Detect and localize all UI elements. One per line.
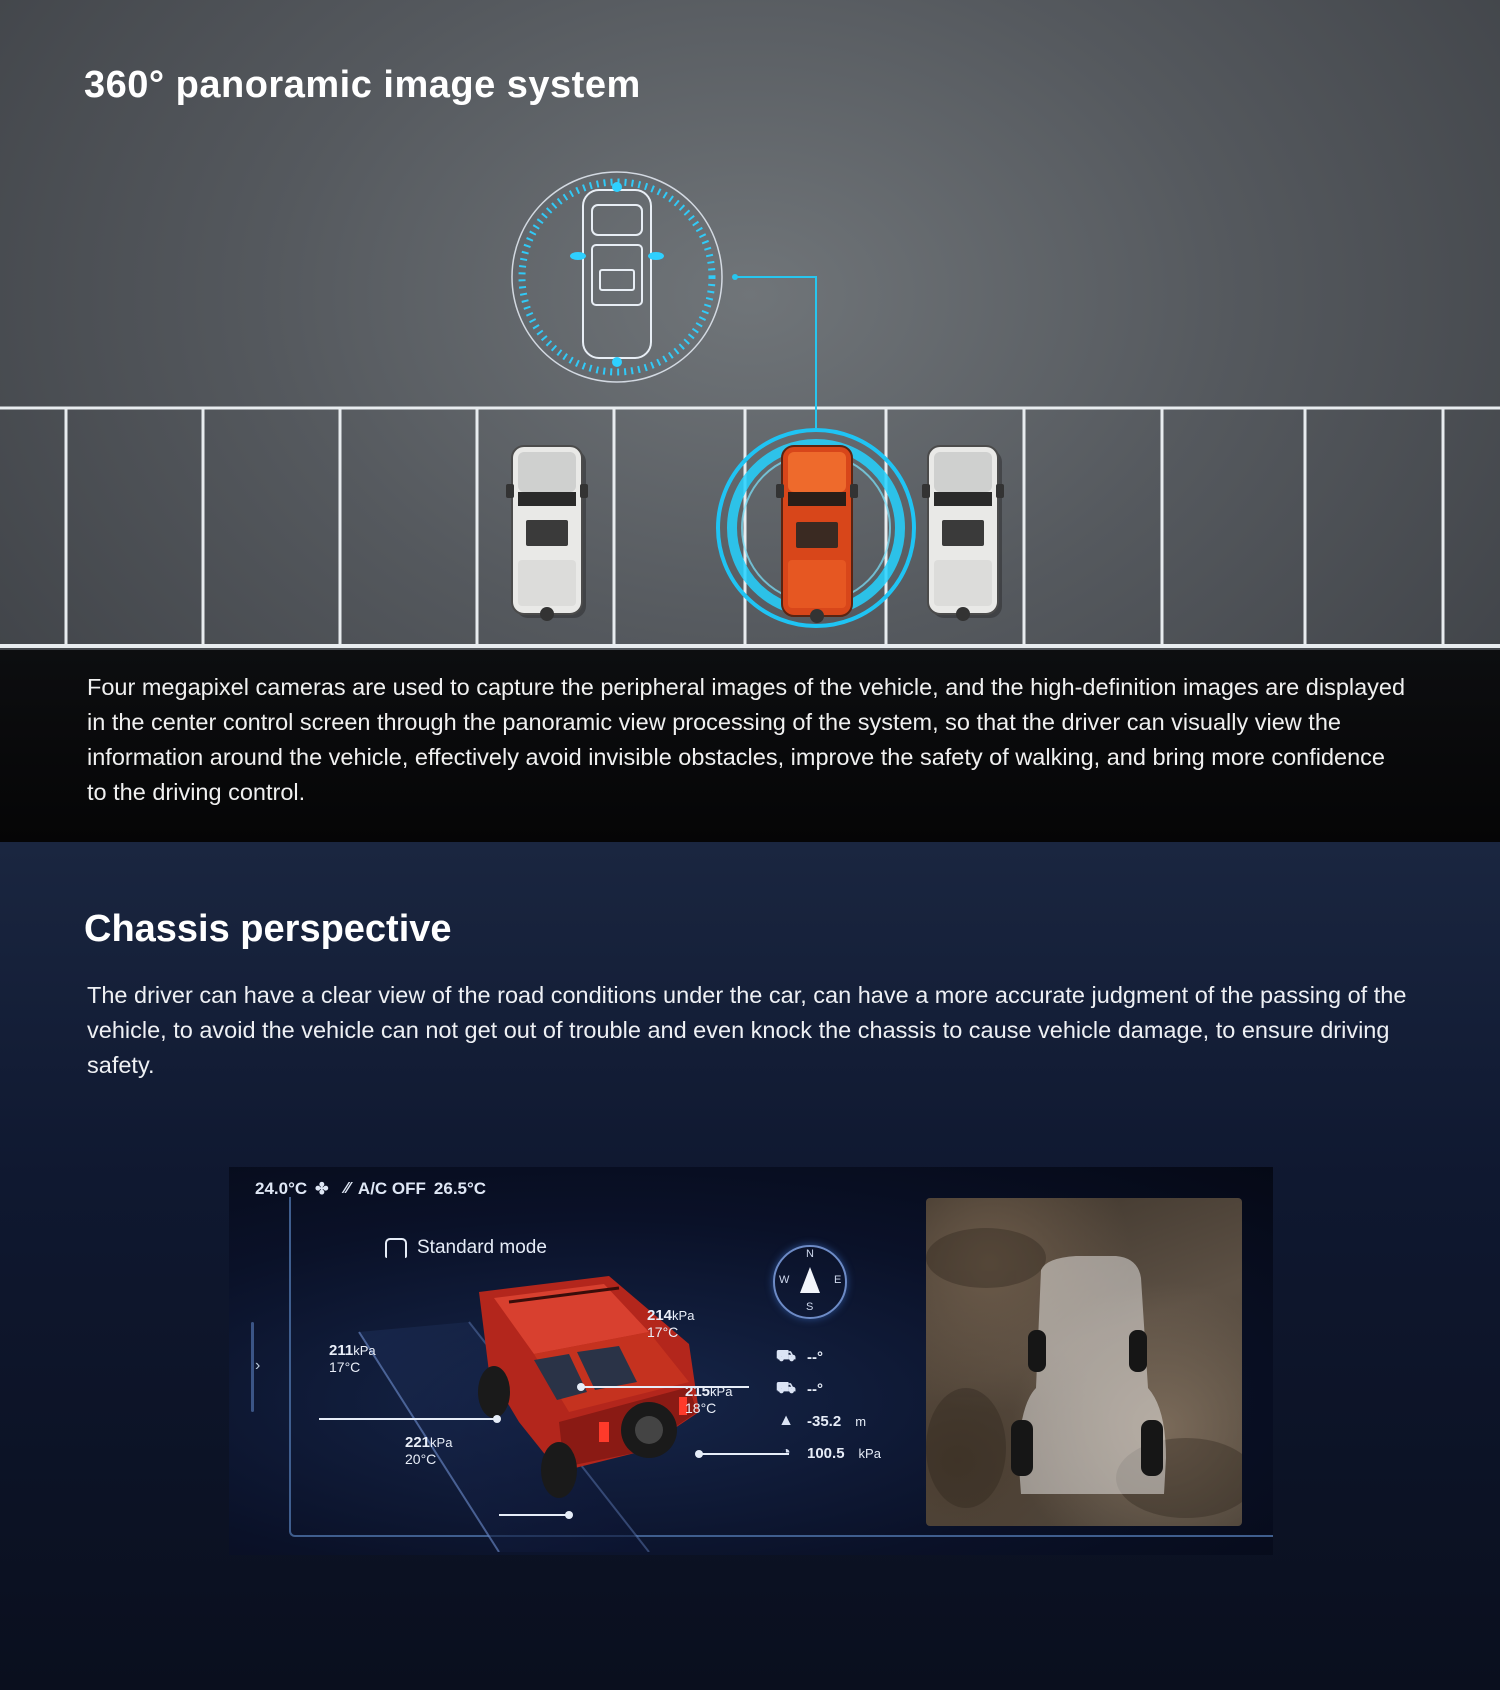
compass-needle-icon bbox=[800, 1267, 820, 1293]
compass-east-label: E bbox=[834, 1274, 842, 1286]
metric-pitch bbox=[775, 1341, 881, 1373]
parked-car-left bbox=[506, 446, 588, 621]
tire-front-right bbox=[647, 1307, 694, 1341]
metric-roll bbox=[775, 1373, 881, 1405]
tire-pressure-value: 215 bbox=[685, 1383, 711, 1400]
metric-value: --° bbox=[807, 1348, 823, 1366]
tire-front-left bbox=[329, 1342, 376, 1376]
tire-pressure-value: 221 bbox=[405, 1434, 431, 1451]
tire-rear-left bbox=[405, 1434, 452, 1468]
drive-mode[interactable] bbox=[385, 1237, 547, 1259]
center-control-screen bbox=[229, 1167, 1273, 1555]
tire-pressure-unit: kPa bbox=[430, 1435, 453, 1450]
metric-value: 100.5 bbox=[807, 1444, 845, 1462]
chassis-title: Chassis perspective bbox=[84, 908, 452, 950]
ac-status[interactable]: A/C OFF bbox=[357, 1179, 426, 1198]
compass-north-label: N bbox=[806, 1248, 814, 1260]
overlay-wheel-front-left bbox=[1028, 1330, 1046, 1372]
roll-icon: ⛟ bbox=[775, 1380, 797, 1397]
tire-temp-value: 18°C bbox=[685, 1400, 717, 1416]
tire-rear-right bbox=[685, 1383, 732, 1417]
chassis-description: The driver can have a clear view of the road conditions under the car, can have a more accurate judgment of the passing of the vehicle, to avoid the vehicle can not get out of trouble and even knock the chassis to cause vehicle damage, to ensure driving safety. bbox=[87, 982, 1407, 1078]
overlay-wheel-rear-left bbox=[1011, 1420, 1033, 1476]
transparent-chassis-overlay bbox=[926, 1198, 1242, 1526]
metric-pressure bbox=[775, 1437, 881, 1469]
tire-temp-value: 17°C bbox=[647, 1324, 679, 1340]
metric-unit: kPa bbox=[858, 1445, 881, 1461]
compass-west-label: W bbox=[779, 1274, 790, 1286]
tire-pressure-value: 214 bbox=[647, 1307, 673, 1324]
tire-temp-value: 17°C bbox=[329, 1359, 361, 1375]
altitude-icon: ▲ bbox=[778, 1412, 794, 1429]
metric-value: --° bbox=[807, 1380, 823, 1398]
tire-pressure-unit: kPa bbox=[710, 1384, 733, 1399]
parking-lot-illustration bbox=[0, 0, 1500, 660]
tire-temp-value: 20°C bbox=[405, 1451, 437, 1467]
ac-icon[interactable]: ⁄⁄ bbox=[344, 1180, 350, 1197]
drive-mode-label: Standard mode bbox=[417, 1237, 547, 1258]
fan-icon[interactable]: ✤ bbox=[315, 1181, 329, 1198]
compass-widget bbox=[773, 1245, 847, 1319]
chevron-right-icon[interactable]: › bbox=[255, 1357, 261, 1374]
metric-unit: m bbox=[855, 1413, 867, 1429]
right-temperature[interactable]: 26.5°C bbox=[433, 1179, 487, 1198]
pitch-icon: ⛟ bbox=[775, 1348, 797, 1365]
parked-car-right bbox=[922, 446, 1004, 621]
tire-pressure-unit: kPa bbox=[672, 1308, 695, 1323]
radar-circle-graphic bbox=[512, 172, 816, 428]
chassis-camera-view[interactable] bbox=[926, 1198, 1242, 1526]
panoramic-section bbox=[0, 0, 1500, 842]
panoramic-description: Four megapixel cameras are used to capture the peripheral images of the vehicle, and the high-definition images are displayed in the center control screen through the panoramic view processing of the system, so that the driver can visually view the information around the vehicle, effectively avoid invisible obstacles, improve the safety of walking, and bring more confidence to the driving control. bbox=[87, 674, 1406, 805]
metric-value: -35.2 bbox=[807, 1412, 842, 1430]
seat-icon bbox=[385, 1238, 407, 1258]
tire-pressure-unit: kPa bbox=[353, 1343, 376, 1358]
metric-altitude bbox=[775, 1405, 881, 1437]
overlay-wheel-front-right bbox=[1129, 1330, 1147, 1372]
panoramic-title: 360° panoramic image system bbox=[84, 64, 641, 106]
left-temperature[interactable]: 24.0°C bbox=[255, 1179, 308, 1198]
tire-pressure-value: 211 bbox=[329, 1342, 354, 1359]
climate-status-bar[interactable] bbox=[255, 1179, 486, 1199]
overlay-wheel-rear-right bbox=[1141, 1420, 1163, 1476]
pressure-gauge-icon: ◔ bbox=[781, 1444, 791, 1461]
side-drawer-handle[interactable] bbox=[251, 1322, 254, 1412]
compass-south-label: S bbox=[806, 1301, 814, 1313]
offroad-metrics bbox=[775, 1341, 881, 1469]
